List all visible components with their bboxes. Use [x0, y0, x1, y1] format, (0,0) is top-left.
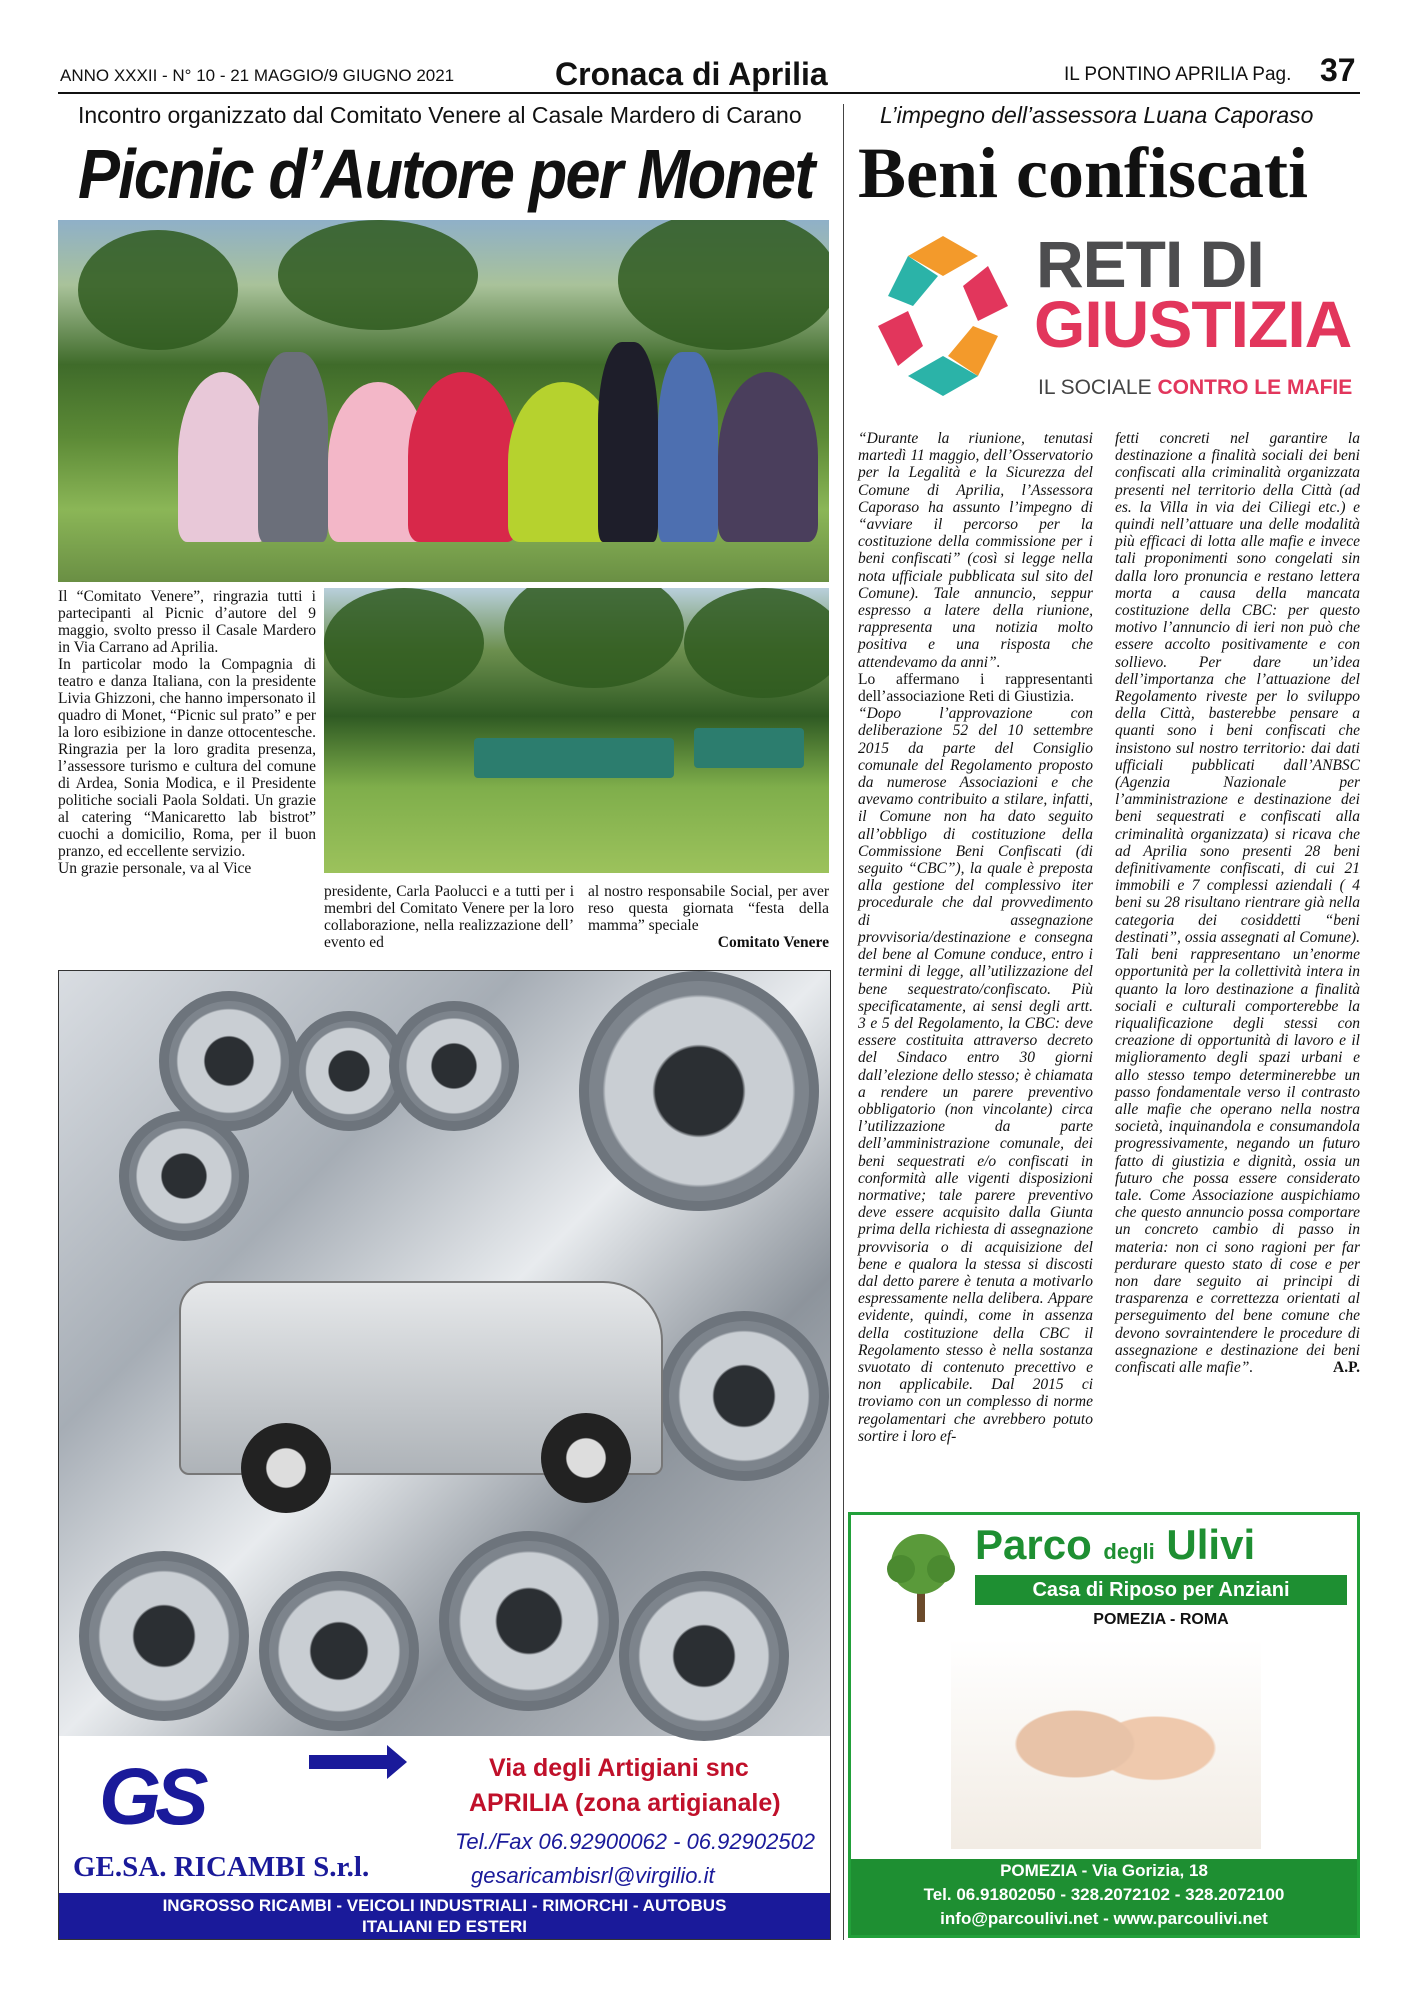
left-article-kicker: Incontro organizzato dal Comitato Venere al Casale Mardero di Carano	[78, 102, 802, 128]
parco-name-3: Ulivi	[1166, 1521, 1256, 1568]
gesa-ricambi-ad	[58, 970, 831, 1940]
left-article-col-3	[588, 883, 829, 951]
gesa-tagline-1: INGROSSO RICAMBI - VEICOLI INDUSTRIALI - RIMORCHI - AUTOBUS	[162, 1896, 727, 1915]
parco-ulivi-ad	[848, 1512, 1360, 1938]
parco-phones: Tel. 06.91802050 - 328.2072102 - 328.2072100	[923, 1885, 1285, 1904]
paragraph: In particolar modo la Compagnia di teatro e danza Italiana, con la presidente Livia Ghizzoni, che hanno impersonato il quadro di Monet, “Picnic sul prato” e per la loro esibizione in danze ottocentesche. Ringrazia per la loro gradita presenza, l’assessore turismo e cultura del comune di Ardea, Sonia Modica, e il Presidente politiche sociali Paola Soldati. Un grazie al catering “Manicaretto lab bistrot” cuochi a domicilio, Roma, per il buon pranzo, ed eccellente servizio.	[58, 656, 316, 860]
gesa-logo: GS	[99, 1752, 203, 1841]
right-article-title: Beni confiscati	[858, 133, 1308, 213]
logo-sub-2: CONTRO LE MAFIE	[1157, 376, 1353, 399]
parco-name-1: Parco	[975, 1521, 1092, 1568]
logo-subtitle	[1038, 376, 1352, 400]
right-article-kicker: L’impegno dell’assessora Luana Caporaso	[880, 102, 1314, 128]
gesa-tagline-bar	[59, 1893, 830, 1940]
paragraph: fetti concreti nel garantire la destinazione a finalità sociali dei beni confiscati alla criminalità organizzata presenti nel territorio della Città (ad es. la Villa in via dei Ciliegi etc.) e quindi nell’attuare una delle modalità più efficaci di lotta alle mafie e invece tali proponimenti sono congelati sin dalla loro pronuncia e restano lettera morta a causa della mancata costituzione della CBC: per questo motivo l’annuncio di ieri non può che essere accolto positivamente e con sollievo. Per dare un’idea dell’importanza che l’attuazione del Regolamento riveste per lo sviluppo della Città, basterebbe pensare a quanti sono i beni confiscati che insistono sul nostro territorio: dai dati ufficiali pubblicati dall’ANBSC (Agenzia Nazionale per l’amministrazione e destinazione dei beni sequestrati e confiscati alla criminalità organizzata) si ricava che ad Aprilia sono presenti 28 beni definitivamente confiscati, di cui 21 immobili e 7 complessi aziendali ( 4 beni su 28 risultano rientrare già nella categoria dei cosiddetti “beni destinati”, ossia assegnati al Comune). Tali beni rappresentano un’enorme opportunità per la collettività intera in quanto la loro destinazione a finalità sociali e culturali comporterebbe la riqualificazione degli stessi con creazione di opportunità di lavoro e il miglioramento degli spazi urbani e allo stesso tempo determinerebbe un passo fondamentale verso il contrasto alle mafie che operano nella nostra società, inquinandola e consumandola progressivamente, negando un futuro fatto di giustizia e dignità, ossia un futuro che possa essere considerato tale. Come Associazione auspichiamo che questo annuncio possa comportare un concreto cambio di passo in materia: non ci sono ragioni per far perdurare questo stato di cose e per non dare seguito ai principi di trasparenza e correttezza orientati al perseguimento del bene comune che devono sovraintendere le procedure di assegnazione e destinazione dei beni confiscati alle mafie”.	[1115, 430, 1360, 1376]
picnic-photo	[324, 588, 829, 873]
issue-info: ANNO XXXII - N° 10 - 21 MAGGIO/9 GIUGNO 2021	[60, 66, 455, 85]
paragraph: Il “Comitato Venere”, ringrazia tutti i partecipanti al Picnic d’autore del 9 maggio, svolto presso il Casale Mardero in Via Carrano ad Aprilia.	[58, 588, 316, 656]
gesa-phone: Tel./Fax 06.92900062 - 06.92902502	[455, 1829, 816, 1854]
section-title: Cronaca di Aprilia	[555, 56, 828, 92]
parco-address: POMEZIA - Via Gorizia, 18	[1000, 1861, 1208, 1880]
left-article-col-2: presidente, Carla Paolucci e a tutti per i membri del Comitato Venere per la loro collaborazione, nella realizzazione dell’ evento ed	[324, 883, 574, 951]
reti-di-giustizia-logo	[858, 226, 1358, 412]
parco-title	[975, 1521, 1255, 1569]
parco-band: Casa di Riposo per Anziani	[975, 1575, 1347, 1605]
right-article-col-2	[1115, 430, 1360, 1376]
logo-line-2: GIUSTIZIA	[1034, 287, 1352, 361]
group-photo	[58, 220, 829, 582]
logo-line-1: RETI DI	[1036, 227, 1264, 301]
column-divider	[843, 104, 844, 1940]
paragraph: Un grazie personale, va al Vice	[58, 860, 252, 877]
header-rule	[58, 92, 1360, 94]
parco-location: POMEZIA - ROMA	[1093, 1611, 1229, 1628]
arrow-icon	[309, 1755, 389, 1769]
elderly-couple-photo	[951, 1639, 1261, 1849]
olive-tree-icon	[871, 1529, 971, 1625]
parco-name-2: degli	[1103, 1539, 1155, 1564]
star-knot-icon	[858, 226, 1028, 406]
left-article-title: Picnic d’Autore per Monet	[78, 135, 814, 213]
paragraph: “Dopo l’approvazione con deliberazione 52 del 10 settembre 2015 da parte del Consiglio comunale del Regolamento proposto da numerose Associazioni e che avevamo contribuito a stilare, infatti, il Comune non ha dato seguito all’obbligo di costituzione della Commissione Beni Confiscati (di seguito “CBC”), la quale è preposta alla gestione del complessivo iter procedurale che dal provvedimento di assegnazione provvisoria/destinazione e consegna del bene al Comune conduce, entro i termini di legge, all’utilizzazione del bene sequestrato/confiscato. Più specificatamente, ai sensi degli artt. 3 e 5 del Regolamento, la CBC: deve essere costituita attraverso decreto del Sindaco entro 30 giorni dall’elezione dello stesso; è chiamata a rendere un parere preventivo obbligatorio (non vincolante) circa l’utilizzazione da parte dell’amministrazione comunale, dei beni sequestrati e/o confiscati in conformità alle vigenti disposizioni normative; tale parere preventivo deve essere acquisito dalla Giunta prima della richiesta di assegnazione provvisoria o di acquisizione del bene e qualora la stessa si discosti dal detto parere è tenuta a motivarlo espressamente nella delibera. Appare evidente, quindi, come in assenza della costituzione della CBC il Regolamento stesso è nella sostanza svuotato di contenuto precettivo e non applicabile. Dal 2015 ci troviamo con un complesso di norme regolamentari che avrebbero potuto sortire i loro ef-	[858, 705, 1093, 1445]
right-article-col-1	[858, 430, 1093, 1445]
paragraph: “Durante la riunione, tenutasi martedì 11 maggio, dell’Osservatorio per la Legalità e la Sicurezza del Comune di Aprilia, l’Assessora Caporaso ha assunto l’impegno di “avviare il percorso per la costituzione della commissione per i beni confiscati” (così si legge nella nota ufficiale pubblicata sul sito del Comune). Tale annuncio, seppur espresso a latere della riunione, rappresenta una notizia molto positiva e una risposta che attendevamo da anni”.	[858, 430, 1093, 671]
article-signature: A.P.	[1333, 1359, 1360, 1377]
left-article-col-1	[58, 588, 316, 877]
gesa-company-name: GE.SA. RICAMBI S.r.l.	[73, 1851, 370, 1883]
gesa-tagline-2: ITALIANI ED ESTERI	[362, 1917, 527, 1936]
auto-parts-image	[59, 971, 830, 1736]
paper-name: IL PONTINO APRILIA Pag.	[1064, 64, 1292, 85]
article-signature: Comitato Venere	[717, 934, 829, 951]
parco-contacts	[851, 1859, 1357, 1935]
gesa-email: gesaricambisrl@virgilio.it	[471, 1863, 715, 1888]
page-number: 37	[1320, 52, 1356, 88]
gesa-address: Via degli Artigiani snc	[489, 1754, 749, 1782]
gesa-zone: APRILIA (zona artigianale)	[469, 1789, 781, 1817]
logo-sub-1: IL SOCIALE	[1038, 376, 1152, 399]
paragraph: al nostro responsabile Social, per aver reso questa giornata “festa della mamma” speciale	[588, 883, 829, 934]
truck-illustration	[179, 1281, 663, 1475]
parco-web: info@parcoulivi.net - www.parcoulivi.net	[940, 1909, 1268, 1928]
paragraph: Lo affermano i rappresentanti dell’associazione Reti di Giustizia.	[858, 670, 1093, 706]
